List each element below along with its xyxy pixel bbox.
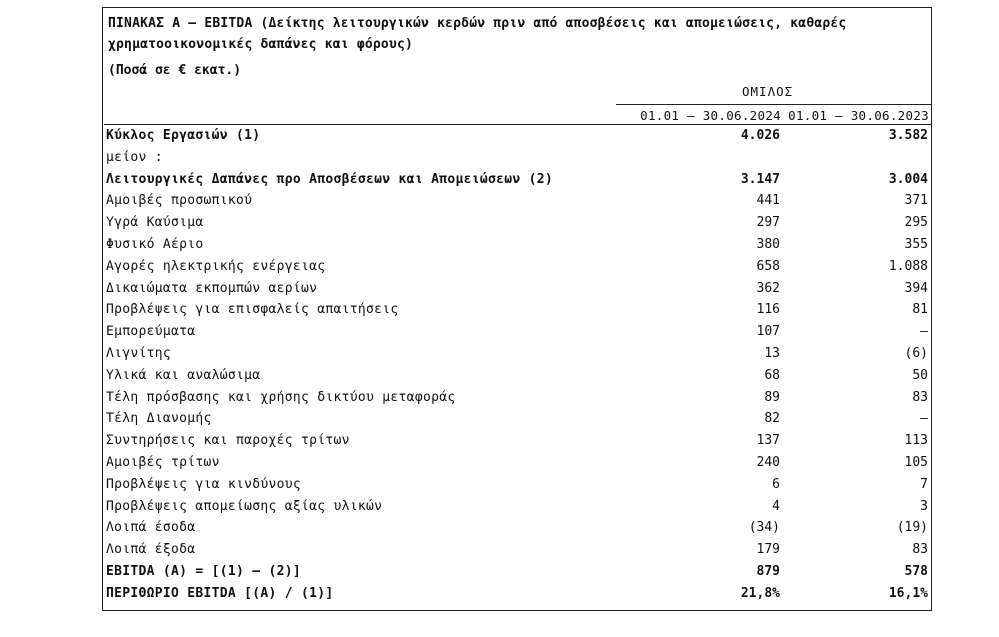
table-row (104, 496, 930, 518)
row-label: Προβλέψεις για επισφαλείς απαιτήσεις (106, 302, 399, 318)
value-2023: 50 (912, 367, 928, 383)
group-header: ΟΜΙΛΟΣ (742, 84, 794, 99)
value-2024: 13 (764, 345, 780, 361)
value-2024: 380 (756, 236, 780, 252)
row-label: Τέλη πρόσβασης και χρήσης δικτύου μεταφοράς (106, 389, 456, 405)
units-note: (Ποσά σε € εκατ.) (108, 63, 242, 78)
row-label: Υλικά και αναλώσιμα (106, 367, 261, 383)
value-2024: 3.147 (740, 171, 780, 187)
value-2024: 441 (756, 193, 780, 209)
value-2023: 371 (904, 193, 928, 209)
row-label: Λοιπά έσοδα (106, 520, 196, 536)
value-2023: 81 (912, 302, 928, 318)
value-2023: 394 (904, 280, 928, 296)
table-row (104, 517, 930, 539)
value-2024: 137 (756, 433, 780, 449)
table-row (104, 299, 930, 321)
value-2024: 179 (756, 542, 780, 558)
value-2023: 83 (912, 542, 928, 558)
row-label: Δικαιώματα εκπομπών αερίων (106, 280, 318, 296)
value-2023: 1.088 (888, 258, 928, 274)
table-row (104, 365, 930, 387)
value-2023: 3.004 (888, 171, 928, 187)
value-2023: 105 (904, 454, 928, 470)
value-2024: 89 (764, 389, 780, 405)
row-label: Αμοιβές προσωπικού (106, 193, 253, 209)
row-label: EBITDA (A) = [(1) – (2)] (106, 563, 302, 579)
value-2024: 82 (764, 411, 780, 427)
value-2023: 83 (912, 389, 928, 405)
value-2023: (19) (896, 520, 928, 536)
value-2023: (6) (904, 345, 928, 361)
value-2023: 113 (904, 433, 928, 449)
table-title: ΠΙΝΑΚΑΣ Α – EBITDA (Δείκτης λειτουργικών κερδών πριν από αποσβέσεις και απομειώσεις, καθαρές χρηματοοικονομικές δαπάνες και φόρους) (108, 16, 847, 52)
table-row (104, 256, 930, 278)
row-label: Αμοιβές τρίτων (106, 454, 220, 470)
value-2023: 3 (920, 498, 928, 514)
value-2024: 879 (756, 563, 780, 579)
value-2023: 295 (904, 215, 928, 231)
column-header-2023: 01.01 – 30.06.2023 (788, 108, 929, 123)
table-row (104, 408, 930, 430)
table-row (104, 561, 930, 583)
row-label: Λιγνίτης (106, 345, 172, 361)
value-2023: 3.582 (888, 128, 928, 143)
row-label: Κύκλος Εργασιών (1) (106, 128, 261, 143)
table-row (104, 169, 930, 191)
table-row (104, 321, 930, 343)
row-label: Τέλη Διανομής (106, 411, 212, 427)
table-row (104, 343, 930, 365)
value-2023: – (920, 411, 928, 427)
row-label: Προβλέψεις για κινδύνους (106, 476, 302, 492)
value-2024: 68 (764, 367, 780, 383)
value-2023: 355 (904, 236, 928, 252)
value-2024: 240 (756, 454, 780, 470)
value-2024: 6 (772, 476, 780, 492)
table-row (104, 452, 930, 474)
value-2023: 16,1% (888, 585, 928, 601)
column-header-2024: 01.01 – 30.06.2024 (640, 108, 781, 123)
value-2024: (34) (748, 520, 780, 536)
value-2024: 107 (756, 324, 780, 340)
table-body (104, 125, 930, 605)
row-label: ΠΕΡΙΘΩΡΙΟ EBITDA [(A) / (1)] (106, 585, 334, 601)
value-2023: – (920, 324, 928, 340)
table-row (104, 474, 930, 496)
table-row (104, 147, 930, 169)
value-2024: 658 (756, 258, 780, 274)
row-label: Φυσικό Αέριο (106, 236, 204, 252)
table-row (104, 583, 930, 605)
group-underline (616, 104, 932, 105)
value-2023: 7 (920, 476, 928, 492)
row-label: Συντηρήσεις και παροχές τρίτων (106, 433, 350, 449)
row-label: Λοιπά έξοδα (106, 542, 196, 558)
table-row (104, 430, 930, 452)
value-2024: 4.026 (740, 128, 780, 143)
value-2024: 4 (772, 498, 780, 514)
table-row (104, 212, 930, 234)
value-2024: 116 (756, 302, 780, 318)
value-2023: 578 (904, 563, 928, 579)
table-row (104, 190, 930, 212)
row-label: Υγρά Καύσιμα (106, 215, 204, 231)
row-label: Λειτουργικές Δαπάνες προ Αποσβέσεων και Απομειώσεων (2) (106, 171, 553, 187)
value-2024: 362 (756, 280, 780, 296)
table-row (104, 234, 930, 256)
row-label: μείον : (106, 149, 163, 165)
table-row (104, 539, 930, 561)
value-2024: 297 (756, 215, 780, 231)
row-label: Αγορές ηλεκτρικής ενέργειας (106, 258, 326, 274)
table-row (104, 125, 930, 147)
row-label: Προβλέψεις απομείωσης αξίας υλικών (106, 498, 383, 514)
table-row (104, 387, 930, 409)
value-2024: 21,8% (740, 585, 780, 601)
row-label: Εμπορεύματα (106, 324, 196, 340)
table-row (104, 278, 930, 300)
